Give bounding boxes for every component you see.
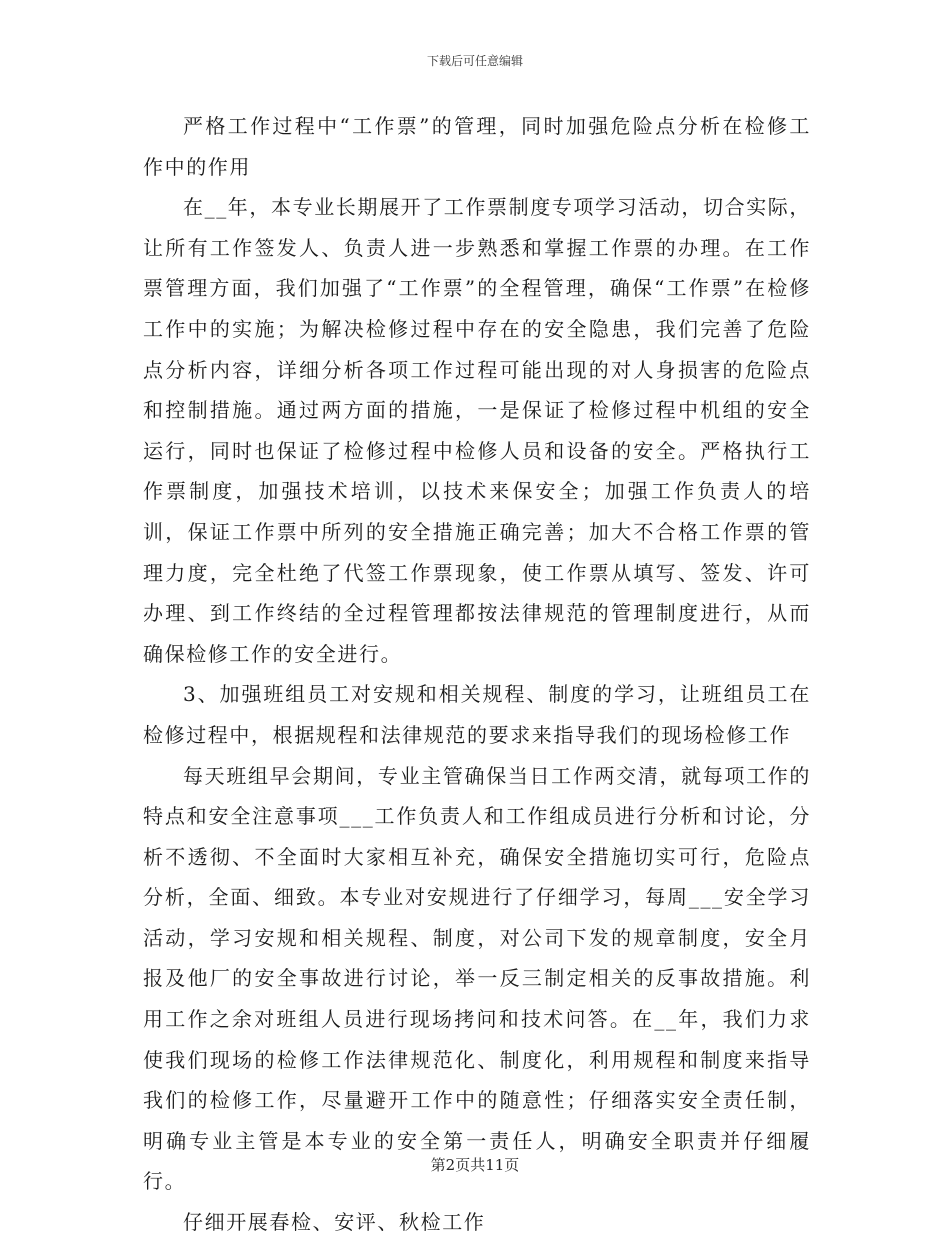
section-heading-work-ticket: 严格工作过程中“工作票”的管理，同时加强危险点分析在检修工作中的作用 [143,114,811,179]
paragraph-safety-study: 每天班组早会期间，专业主管确保当日工作两交清，就每项工作的特点和安全注意事项___工作负责人和工作组成员进行分析和讨论，分析不透彻、不全面时大家相互补充，确保安全措施切实可行，危险点分析，全面、细致。本专业对安规进行了仔细学习，每周___安全学习活动，学习安规和相关规程、制度，对公司下发的规章制度，安全月报及他厂的安全事故进行讨论，举一反三制定相关的反事故措施。利用工作之余对班组人员进行现场拷问和技术问答。在__年，我们力求使我们现场的检修工作法律规范化、制度化，利用规程和制度来指导我们的检修工作，尽量避开工作中的随意性；仔细落实安全责任制，明确专业主管是本专业的安全第一责任人，明确安全职责并仔细履行。 [143,763,811,1194]
page-number: 第2页共11页 [430,1156,520,1174]
paragraph-work-ticket-management: 在__年，本专业长期展开了工作票制度专项学习活动，切合实际，让所有工作签发人、负责人进一步熟悉和掌握工作票的办理。在工作票管理方面，我们加强了“工作票”的全程管理，确保“工作票”在检修工作中的实施；为解决检修过程中存在的安全隐患，我们完善了危险点分析内容，详细分析各项工作过程可能出现的对人身损害的危险点和控制措施。通过两方面的措施，一是保证了检修过程中机组的安全运行，同时也保证了检修过程中检修人员和设备的安全。严格执行工作票制度，加强技术培训，以技术来保安全；加强工作负责人的培训，保证工作票中所列的安全措施正确完善；加大不合格工作票的管理力度，完全杜绝了代签工作票现象，使工作票从填写、签发、许可办理、到工作终结的全过程管理都按法律规范的管理制度进行，从而确保检修工作的安全进行。 [143,195,811,666]
document-body [143,106,811,1243]
page-header: 下载后可任意编辑 [426,54,523,68]
section-heading-safety-study: 3、加强班组员工对安规和相关规程、制度的学习，让班组员工在检修过程中，根据规程和法律规范的要求来指导我们的现场检修工作 [143,682,811,747]
section-heading-inspection: 仔细开展春检、安评、秋检工作 [183,1210,486,1235]
